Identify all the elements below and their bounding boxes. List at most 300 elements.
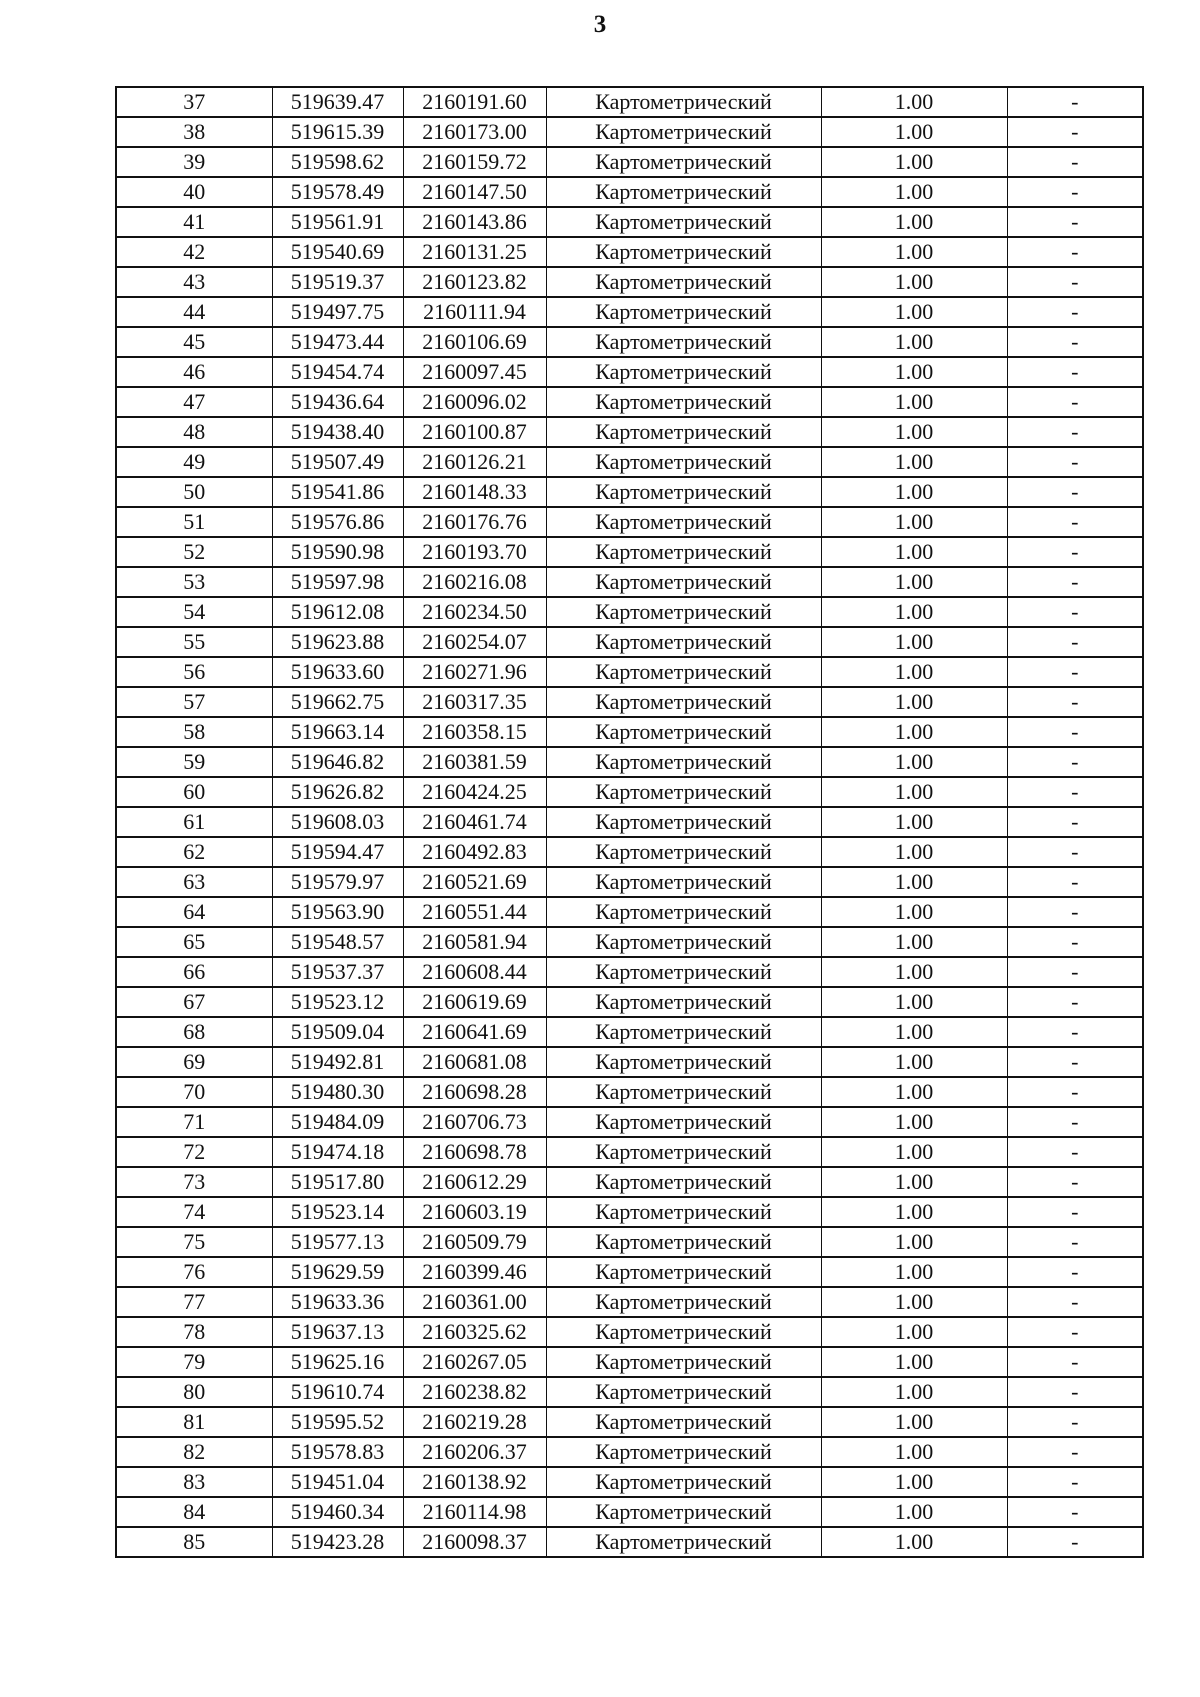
- table-row: [116, 927, 1143, 957]
- accuracy-cell: 1.00: [821, 117, 1007, 147]
- coordinates-table-container: [115, 86, 1144, 1558]
- table-row: [116, 1047, 1143, 1077]
- x-coordinate-cell: 519597.98: [272, 567, 403, 597]
- y-coordinate-cell: 2160424.25: [403, 777, 546, 807]
- method-cell: Картометрический: [546, 597, 821, 627]
- accuracy-cell: 1.00: [821, 1017, 1007, 1047]
- table-row: [116, 87, 1143, 117]
- description-cell: -: [1007, 927, 1143, 957]
- table-row: [116, 1497, 1143, 1527]
- accuracy-cell: 1.00: [821, 237, 1007, 267]
- point-number-cell: 67: [116, 987, 272, 1017]
- method-cell: Картометрический: [546, 567, 821, 597]
- point-number-cell: 79: [116, 1347, 272, 1377]
- y-coordinate-cell: 2160176.76: [403, 507, 546, 537]
- method-cell: Картометрический: [546, 297, 821, 327]
- point-number-cell: 50: [116, 477, 272, 507]
- point-number-cell: 45: [116, 327, 272, 357]
- point-number-cell: 63: [116, 867, 272, 897]
- accuracy-cell: 1.00: [821, 1257, 1007, 1287]
- point-number-cell: 54: [116, 597, 272, 627]
- description-cell: -: [1007, 207, 1143, 237]
- accuracy-cell: 1.00: [821, 717, 1007, 747]
- table-row: [116, 1347, 1143, 1377]
- description-cell: -: [1007, 447, 1143, 477]
- method-cell: Картометрический: [546, 687, 821, 717]
- method-cell: Картометрический: [546, 417, 821, 447]
- x-coordinate-cell: 519460.34: [272, 1497, 403, 1527]
- y-coordinate-cell: 2160641.69: [403, 1017, 546, 1047]
- x-coordinate-cell: 519594.47: [272, 837, 403, 867]
- point-number-cell: 38: [116, 117, 272, 147]
- accuracy-cell: 1.00: [821, 387, 1007, 417]
- description-cell: -: [1007, 837, 1143, 867]
- method-cell: Картометрический: [546, 1107, 821, 1137]
- y-coordinate-cell: 2160193.70: [403, 537, 546, 567]
- accuracy-cell: 1.00: [821, 1077, 1007, 1107]
- description-cell: -: [1007, 117, 1143, 147]
- table-row: [116, 1197, 1143, 1227]
- description-cell: -: [1007, 1257, 1143, 1287]
- accuracy-cell: 1.00: [821, 597, 1007, 627]
- accuracy-cell: 1.00: [821, 477, 1007, 507]
- method-cell: Картометрический: [546, 747, 821, 777]
- description-cell: -: [1007, 657, 1143, 687]
- description-cell: -: [1007, 1467, 1143, 1497]
- method-cell: Картометрический: [546, 147, 821, 177]
- method-cell: Картометрический: [546, 357, 821, 387]
- x-coordinate-cell: 519523.14: [272, 1197, 403, 1227]
- x-coordinate-cell: 519454.74: [272, 357, 403, 387]
- accuracy-cell: 1.00: [821, 687, 1007, 717]
- method-cell: Картометрический: [546, 1527, 821, 1557]
- point-number-cell: 53: [116, 567, 272, 597]
- table-row: [116, 1107, 1143, 1137]
- table-row: [116, 1377, 1143, 1407]
- accuracy-cell: 1.00: [821, 927, 1007, 957]
- accuracy-cell: 1.00: [821, 327, 1007, 357]
- description-cell: -: [1007, 87, 1143, 117]
- accuracy-cell: 1.00: [821, 807, 1007, 837]
- y-coordinate-cell: 2160706.73: [403, 1107, 546, 1137]
- method-cell: Картометрический: [546, 1167, 821, 1197]
- accuracy-cell: 1.00: [821, 657, 1007, 687]
- description-cell: -: [1007, 177, 1143, 207]
- description-cell: -: [1007, 327, 1143, 357]
- point-number-cell: 40: [116, 177, 272, 207]
- x-coordinate-cell: 519541.86: [272, 477, 403, 507]
- x-coordinate-cell: 519629.59: [272, 1257, 403, 1287]
- point-number-cell: 84: [116, 1497, 272, 1527]
- table-row: [116, 687, 1143, 717]
- table-row: [116, 237, 1143, 267]
- table-row: [116, 537, 1143, 567]
- y-coordinate-cell: 2160126.21: [403, 447, 546, 477]
- y-coordinate-cell: 2160521.69: [403, 867, 546, 897]
- point-number-cell: 78: [116, 1317, 272, 1347]
- accuracy-cell: 1.00: [821, 1467, 1007, 1497]
- point-number-cell: 57: [116, 687, 272, 717]
- y-coordinate-cell: 2160608.44: [403, 957, 546, 987]
- y-coordinate-cell: 2160159.72: [403, 147, 546, 177]
- x-coordinate-cell: 519612.08: [272, 597, 403, 627]
- table-row: [116, 1527, 1143, 1557]
- point-number-cell: 81: [116, 1407, 272, 1437]
- description-cell: -: [1007, 567, 1143, 597]
- x-coordinate-cell: 519663.14: [272, 717, 403, 747]
- table-row: [116, 1017, 1143, 1047]
- method-cell: Картометрический: [546, 927, 821, 957]
- y-coordinate-cell: 2160216.08: [403, 567, 546, 597]
- table-row: [116, 507, 1143, 537]
- method-cell: Картометрический: [546, 87, 821, 117]
- y-coordinate-cell: 2160492.83: [403, 837, 546, 867]
- accuracy-cell: 1.00: [821, 207, 1007, 237]
- accuracy-cell: 1.00: [821, 357, 1007, 387]
- x-coordinate-cell: 519577.13: [272, 1227, 403, 1257]
- description-cell: -: [1007, 777, 1143, 807]
- description-cell: -: [1007, 1167, 1143, 1197]
- table-row: [116, 987, 1143, 1017]
- x-coordinate-cell: 519473.44: [272, 327, 403, 357]
- point-number-cell: 56: [116, 657, 272, 687]
- description-cell: -: [1007, 957, 1143, 987]
- accuracy-cell: 1.00: [821, 507, 1007, 537]
- accuracy-cell: 1.00: [821, 1437, 1007, 1467]
- method-cell: Картометрический: [546, 237, 821, 267]
- point-number-cell: 65: [116, 927, 272, 957]
- y-coordinate-cell: 2160325.62: [403, 1317, 546, 1347]
- accuracy-cell: 1.00: [821, 1197, 1007, 1227]
- y-coordinate-cell: 2160254.07: [403, 627, 546, 657]
- accuracy-cell: 1.00: [821, 1407, 1007, 1437]
- y-coordinate-cell: 2160698.28: [403, 1077, 546, 1107]
- method-cell: Картометрический: [546, 387, 821, 417]
- point-number-cell: 37: [116, 87, 272, 117]
- description-cell: -: [1007, 1407, 1143, 1437]
- method-cell: Картометрический: [546, 837, 821, 867]
- description-cell: -: [1007, 147, 1143, 177]
- description-cell: -: [1007, 357, 1143, 387]
- table-row: [116, 357, 1143, 387]
- description-cell: -: [1007, 1107, 1143, 1137]
- x-coordinate-cell: 519578.83: [272, 1437, 403, 1467]
- description-cell: -: [1007, 1527, 1143, 1557]
- table-row: [116, 207, 1143, 237]
- x-coordinate-cell: 519423.28: [272, 1527, 403, 1557]
- point-number-cell: 48: [116, 417, 272, 447]
- accuracy-cell: 1.00: [821, 1317, 1007, 1347]
- description-cell: -: [1007, 297, 1143, 327]
- description-cell: -: [1007, 717, 1143, 747]
- accuracy-cell: 1.00: [821, 957, 1007, 987]
- accuracy-cell: 1.00: [821, 897, 1007, 927]
- method-cell: Картометрический: [546, 717, 821, 747]
- description-cell: -: [1007, 1197, 1143, 1227]
- table-row: [116, 597, 1143, 627]
- method-cell: Картометрический: [546, 1197, 821, 1227]
- table-row: [116, 807, 1143, 837]
- x-coordinate-cell: 519590.98: [272, 537, 403, 567]
- y-coordinate-cell: 2160238.82: [403, 1377, 546, 1407]
- method-cell: Картометрический: [546, 1407, 821, 1437]
- accuracy-cell: 1.00: [821, 147, 1007, 177]
- method-cell: Картометрический: [546, 777, 821, 807]
- x-coordinate-cell: 519633.36: [272, 1287, 403, 1317]
- accuracy-cell: 1.00: [821, 987, 1007, 1017]
- description-cell: -: [1007, 507, 1143, 537]
- description-cell: -: [1007, 477, 1143, 507]
- description-cell: -: [1007, 387, 1143, 417]
- method-cell: Картометрический: [546, 1317, 821, 1347]
- x-coordinate-cell: 519579.97: [272, 867, 403, 897]
- point-number-cell: 70: [116, 1077, 272, 1107]
- table-row: [116, 777, 1143, 807]
- point-number-cell: 44: [116, 297, 272, 327]
- y-coordinate-cell: 2160361.00: [403, 1287, 546, 1317]
- x-coordinate-cell: 519623.88: [272, 627, 403, 657]
- point-number-cell: 51: [116, 507, 272, 537]
- description-cell: -: [1007, 1437, 1143, 1467]
- method-cell: Картометрический: [546, 1227, 821, 1257]
- y-coordinate-cell: 2160271.96: [403, 657, 546, 687]
- description-cell: -: [1007, 1497, 1143, 1527]
- method-cell: Картометрический: [546, 537, 821, 567]
- x-coordinate-cell: 519626.82: [272, 777, 403, 807]
- x-coordinate-cell: 519451.04: [272, 1467, 403, 1497]
- point-number-cell: 69: [116, 1047, 272, 1077]
- y-coordinate-cell: 2160681.08: [403, 1047, 546, 1077]
- point-number-cell: 43: [116, 267, 272, 297]
- description-cell: -: [1007, 1317, 1143, 1347]
- method-cell: Картометрический: [546, 117, 821, 147]
- x-coordinate-cell: 519646.82: [272, 747, 403, 777]
- table-row: [116, 1467, 1143, 1497]
- method-cell: Картометрический: [546, 1017, 821, 1047]
- accuracy-cell: 1.00: [821, 1287, 1007, 1317]
- method-cell: Картометрический: [546, 447, 821, 477]
- description-cell: -: [1007, 1077, 1143, 1107]
- point-number-cell: 61: [116, 807, 272, 837]
- table-row: [116, 117, 1143, 147]
- x-coordinate-cell: 519563.90: [272, 897, 403, 927]
- accuracy-cell: 1.00: [821, 837, 1007, 867]
- method-cell: Картометрический: [546, 1137, 821, 1167]
- x-coordinate-cell: 519438.40: [272, 417, 403, 447]
- accuracy-cell: 1.00: [821, 447, 1007, 477]
- x-coordinate-cell: 519497.75: [272, 297, 403, 327]
- x-coordinate-cell: 519598.62: [272, 147, 403, 177]
- table-row: [116, 147, 1143, 177]
- accuracy-cell: 1.00: [821, 1137, 1007, 1167]
- point-number-cell: 39: [116, 147, 272, 177]
- point-number-cell: 64: [116, 897, 272, 927]
- table-row: [116, 1437, 1143, 1467]
- table-row: [116, 747, 1143, 777]
- table-row: [116, 897, 1143, 927]
- description-cell: -: [1007, 807, 1143, 837]
- accuracy-cell: 1.00: [821, 1377, 1007, 1407]
- page-number: 3: [593, 11, 607, 38]
- point-number-cell: 76: [116, 1257, 272, 1287]
- table-row: [116, 1227, 1143, 1257]
- accuracy-cell: 1.00: [821, 567, 1007, 597]
- y-coordinate-cell: 2160096.02: [403, 387, 546, 417]
- table-row: [116, 567, 1143, 597]
- point-number-cell: 62: [116, 837, 272, 867]
- y-coordinate-cell: 2160358.15: [403, 717, 546, 747]
- point-number-cell: 49: [116, 447, 272, 477]
- x-coordinate-cell: 519540.69: [272, 237, 403, 267]
- point-number-cell: 74: [116, 1197, 272, 1227]
- point-number-cell: 41: [116, 207, 272, 237]
- table-row: [116, 957, 1143, 987]
- y-coordinate-cell: 2160219.28: [403, 1407, 546, 1437]
- x-coordinate-cell: 519474.18: [272, 1137, 403, 1167]
- y-coordinate-cell: 2160581.94: [403, 927, 546, 957]
- description-cell: -: [1007, 417, 1143, 447]
- accuracy-cell: 1.00: [821, 177, 1007, 207]
- y-coordinate-cell: 2160098.37: [403, 1527, 546, 1557]
- method-cell: Картометрический: [546, 957, 821, 987]
- table-row: [116, 387, 1143, 417]
- point-number-cell: 73: [116, 1167, 272, 1197]
- x-coordinate-cell: 519507.49: [272, 447, 403, 477]
- y-coordinate-cell: 2160114.98: [403, 1497, 546, 1527]
- description-cell: -: [1007, 1347, 1143, 1377]
- method-cell: Картометрический: [546, 987, 821, 1017]
- point-number-cell: 71: [116, 1107, 272, 1137]
- y-coordinate-cell: 2160698.78: [403, 1137, 546, 1167]
- x-coordinate-cell: 519662.75: [272, 687, 403, 717]
- y-coordinate-cell: 2160111.94: [403, 297, 546, 327]
- accuracy-cell: 1.00: [821, 87, 1007, 117]
- method-cell: Картометрический: [546, 657, 821, 687]
- table-row: [116, 867, 1143, 897]
- method-cell: Картометрический: [546, 1437, 821, 1467]
- x-coordinate-cell: 519523.12: [272, 987, 403, 1017]
- x-coordinate-cell: 519484.09: [272, 1107, 403, 1137]
- accuracy-cell: 1.00: [821, 297, 1007, 327]
- y-coordinate-cell: 2160234.50: [403, 597, 546, 627]
- description-cell: -: [1007, 237, 1143, 267]
- point-number-cell: 72: [116, 1137, 272, 1167]
- y-coordinate-cell: 2160619.69: [403, 987, 546, 1017]
- x-coordinate-cell: 519595.52: [272, 1407, 403, 1437]
- y-coordinate-cell: 2160267.05: [403, 1347, 546, 1377]
- table-row: [116, 837, 1143, 867]
- method-cell: Картометрический: [546, 1377, 821, 1407]
- table-row: [116, 417, 1143, 447]
- description-cell: -: [1007, 687, 1143, 717]
- y-coordinate-cell: 2160381.59: [403, 747, 546, 777]
- description-cell: -: [1007, 627, 1143, 657]
- accuracy-cell: 1.00: [821, 1107, 1007, 1137]
- accuracy-cell: 1.00: [821, 627, 1007, 657]
- method-cell: Картометрический: [546, 507, 821, 537]
- x-coordinate-cell: 519561.91: [272, 207, 403, 237]
- method-cell: Картометрический: [546, 1257, 821, 1287]
- y-coordinate-cell: 2160399.46: [403, 1257, 546, 1287]
- method-cell: Картометрический: [546, 897, 821, 927]
- table-row: [116, 1317, 1143, 1347]
- description-cell: -: [1007, 1287, 1143, 1317]
- accuracy-cell: 1.00: [821, 747, 1007, 777]
- table-row: [116, 267, 1143, 297]
- table-row: [116, 1257, 1143, 1287]
- description-cell: -: [1007, 867, 1143, 897]
- table-row: [116, 627, 1143, 657]
- description-cell: -: [1007, 987, 1143, 1017]
- point-number-cell: 75: [116, 1227, 272, 1257]
- method-cell: Картометрический: [546, 477, 821, 507]
- point-number-cell: 82: [116, 1437, 272, 1467]
- table-row: [116, 1167, 1143, 1197]
- table-row: [116, 1137, 1143, 1167]
- description-cell: -: [1007, 1227, 1143, 1257]
- table-row: [116, 297, 1143, 327]
- method-cell: Картометрический: [546, 327, 821, 357]
- point-number-cell: 77: [116, 1287, 272, 1317]
- y-coordinate-cell: 2160143.86: [403, 207, 546, 237]
- point-number-cell: 46: [116, 357, 272, 387]
- point-number-cell: 68: [116, 1017, 272, 1047]
- method-cell: Картометрический: [546, 177, 821, 207]
- table-row: [116, 327, 1143, 357]
- point-number-cell: 83: [116, 1467, 272, 1497]
- accuracy-cell: 1.00: [821, 1527, 1007, 1557]
- x-coordinate-cell: 519639.47: [272, 87, 403, 117]
- description-cell: -: [1007, 897, 1143, 927]
- method-cell: Картометрический: [546, 1497, 821, 1527]
- accuracy-cell: 1.00: [821, 1497, 1007, 1527]
- x-coordinate-cell: 519578.49: [272, 177, 403, 207]
- y-coordinate-cell: 2160131.25: [403, 237, 546, 267]
- method-cell: Картометрический: [546, 1047, 821, 1077]
- x-coordinate-cell: 519608.03: [272, 807, 403, 837]
- method-cell: Картометрический: [546, 807, 821, 837]
- method-cell: Картометрический: [546, 867, 821, 897]
- description-cell: -: [1007, 1137, 1143, 1167]
- point-number-cell: 55: [116, 627, 272, 657]
- x-coordinate-cell: 519537.37: [272, 957, 403, 987]
- table-row: [116, 657, 1143, 687]
- method-cell: Картометрический: [546, 267, 821, 297]
- y-coordinate-cell: 2160147.50: [403, 177, 546, 207]
- x-coordinate-cell: 519548.57: [272, 927, 403, 957]
- x-coordinate-cell: 519480.30: [272, 1077, 403, 1107]
- table-row: [116, 1287, 1143, 1317]
- y-coordinate-cell: 2160191.60: [403, 87, 546, 117]
- y-coordinate-cell: 2160173.00: [403, 117, 546, 147]
- point-number-cell: 66: [116, 957, 272, 987]
- description-cell: -: [1007, 597, 1143, 627]
- method-cell: Картометрический: [546, 1077, 821, 1107]
- x-coordinate-cell: 519615.39: [272, 117, 403, 147]
- x-coordinate-cell: 519519.37: [272, 267, 403, 297]
- accuracy-cell: 1.00: [821, 267, 1007, 297]
- accuracy-cell: 1.00: [821, 1047, 1007, 1077]
- point-number-cell: 47: [116, 387, 272, 417]
- x-coordinate-cell: 519633.60: [272, 657, 403, 687]
- table-row: [116, 717, 1143, 747]
- point-number-cell: 60: [116, 777, 272, 807]
- y-coordinate-cell: 2160603.19: [403, 1197, 546, 1227]
- y-coordinate-cell: 2160106.69: [403, 327, 546, 357]
- description-cell: -: [1007, 537, 1143, 567]
- method-cell: Картометрический: [546, 1467, 821, 1497]
- description-cell: -: [1007, 1377, 1143, 1407]
